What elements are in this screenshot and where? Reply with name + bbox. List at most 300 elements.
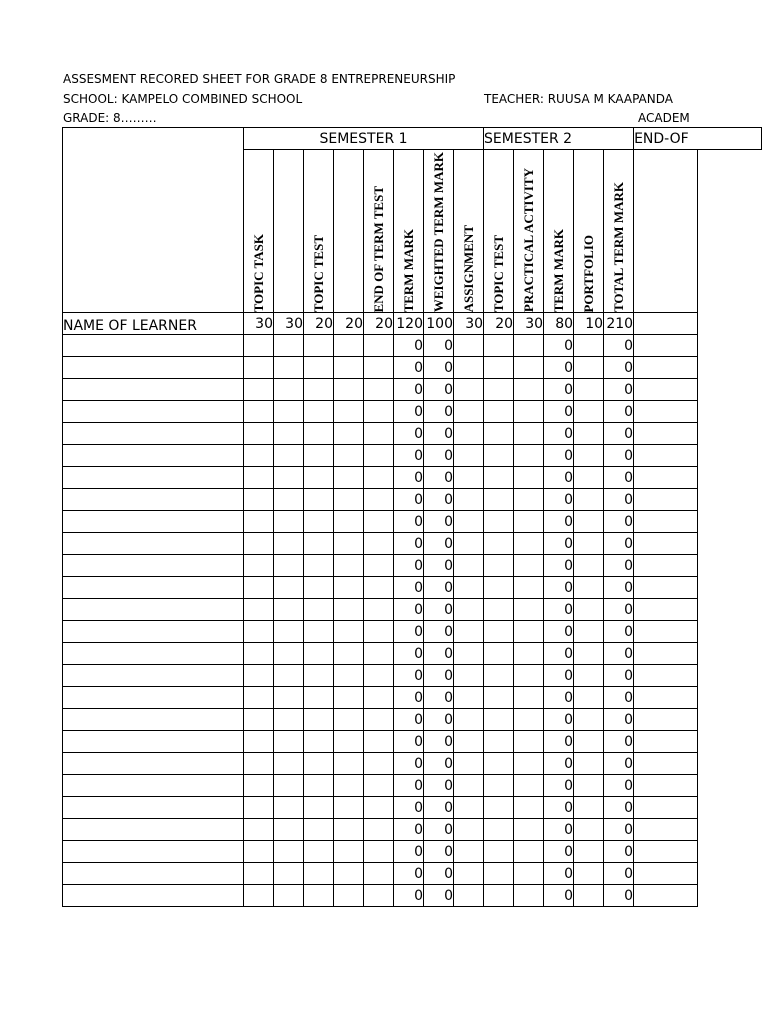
mark-cell[interactable]: 0	[544, 423, 574, 445]
mark-cell[interactable]: 0	[604, 445, 634, 467]
learner-name-cell[interactable]	[63, 819, 244, 841]
mark-cell[interactable]	[274, 863, 304, 885]
mark-cell[interactable]: 0	[544, 467, 574, 489]
mark-cell[interactable]	[364, 841, 394, 863]
mark-cell[interactable]: 0	[424, 599, 454, 621]
mark-cell[interactable]	[334, 841, 364, 863]
mark-cell[interactable]	[334, 401, 364, 423]
mark-cell[interactable]	[244, 665, 274, 687]
mark-cell[interactable]: 0	[604, 621, 634, 643]
mark-cell[interactable]	[364, 599, 394, 621]
mark-cell[interactable]	[364, 863, 394, 885]
mark-cell[interactable]	[334, 511, 364, 533]
mark-cell[interactable]: 0	[394, 841, 424, 863]
learner-name-cell[interactable]	[63, 621, 244, 643]
mark-cell[interactable]	[484, 511, 514, 533]
mark-cell[interactable]: 0	[394, 489, 424, 511]
mark-cell[interactable]	[454, 775, 484, 797]
mark-cell[interactable]	[454, 467, 484, 489]
mark-cell[interactable]: 0	[394, 511, 424, 533]
mark-cell[interactable]	[244, 687, 274, 709]
learner-name-cell[interactable]	[63, 841, 244, 863]
mark-cell[interactable]	[484, 335, 514, 357]
mark-cell[interactable]: 0	[394, 665, 424, 687]
mark-cell[interactable]	[484, 401, 514, 423]
mark-cell[interactable]	[634, 665, 698, 687]
mark-cell[interactable]	[574, 665, 604, 687]
mark-cell[interactable]: 0	[424, 863, 454, 885]
mark-cell[interactable]	[514, 379, 544, 401]
mark-cell[interactable]: 0	[424, 555, 454, 577]
mark-cell[interactable]	[484, 467, 514, 489]
mark-cell[interactable]	[634, 577, 698, 599]
mark-cell[interactable]: 0	[394, 423, 424, 445]
mark-cell[interactable]	[484, 423, 514, 445]
mark-cell[interactable]	[334, 599, 364, 621]
mark-cell[interactable]	[244, 775, 274, 797]
mark-cell[interactable]	[334, 489, 364, 511]
mark-cell[interactable]	[304, 445, 334, 467]
mark-cell[interactable]	[274, 445, 304, 467]
mark-cell[interactable]	[244, 379, 274, 401]
mark-cell[interactable]	[304, 467, 334, 489]
learner-name-cell[interactable]	[63, 489, 244, 511]
mark-cell[interactable]	[574, 357, 604, 379]
mark-cell[interactable]	[484, 445, 514, 467]
mark-cell[interactable]	[514, 863, 544, 885]
mark-cell[interactable]	[364, 577, 394, 599]
mark-cell[interactable]: 0	[544, 665, 574, 687]
mark-cell[interactable]: 0	[394, 467, 424, 489]
mark-cell[interactable]	[304, 335, 334, 357]
mark-cell[interactable]	[574, 401, 604, 423]
mark-cell[interactable]	[514, 423, 544, 445]
mark-cell[interactable]	[484, 863, 514, 885]
learner-name-cell[interactable]	[63, 797, 244, 819]
mark-cell[interactable]: 0	[424, 687, 454, 709]
mark-cell[interactable]	[454, 731, 484, 753]
mark-cell[interactable]	[244, 555, 274, 577]
mark-cell[interactable]: 0	[604, 731, 634, 753]
mark-cell[interactable]	[364, 401, 394, 423]
mark-cell[interactable]	[574, 577, 604, 599]
mark-cell[interactable]: 0	[604, 885, 634, 907]
mark-cell[interactable]	[244, 445, 274, 467]
mark-cell[interactable]: 0	[604, 797, 634, 819]
mark-cell[interactable]	[514, 511, 544, 533]
mark-cell[interactable]	[454, 709, 484, 731]
mark-cell[interactable]	[334, 731, 364, 753]
mark-cell[interactable]: 0	[544, 731, 574, 753]
mark-cell[interactable]	[454, 445, 484, 467]
mark-cell[interactable]	[364, 753, 394, 775]
mark-cell[interactable]	[334, 577, 364, 599]
mark-cell[interactable]	[274, 665, 304, 687]
mark-cell[interactable]	[244, 423, 274, 445]
learner-name-cell[interactable]	[63, 379, 244, 401]
learner-name-cell[interactable]	[63, 335, 244, 357]
mark-cell[interactable]	[364, 467, 394, 489]
mark-cell[interactable]	[304, 489, 334, 511]
mark-cell[interactable]	[454, 379, 484, 401]
mark-cell[interactable]	[304, 665, 334, 687]
mark-cell[interactable]	[484, 797, 514, 819]
mark-cell[interactable]	[514, 445, 544, 467]
mark-cell[interactable]: 0	[544, 797, 574, 819]
mark-cell[interactable]	[574, 731, 604, 753]
mark-cell[interactable]	[634, 489, 698, 511]
mark-cell[interactable]	[334, 709, 364, 731]
mark-cell[interactable]	[304, 401, 334, 423]
mark-cell[interactable]	[574, 841, 604, 863]
mark-cell[interactable]	[484, 687, 514, 709]
mark-cell[interactable]	[364, 687, 394, 709]
mark-cell[interactable]	[334, 753, 364, 775]
mark-cell[interactable]	[454, 863, 484, 885]
mark-cell[interactable]: 0	[544, 643, 574, 665]
mark-cell[interactable]	[364, 775, 394, 797]
mark-cell[interactable]	[304, 753, 334, 775]
mark-cell[interactable]	[454, 819, 484, 841]
mark-cell[interactable]: 0	[424, 577, 454, 599]
mark-cell[interactable]: 0	[424, 335, 454, 357]
mark-cell[interactable]	[274, 621, 304, 643]
mark-cell[interactable]	[334, 423, 364, 445]
mark-cell[interactable]: 0	[394, 379, 424, 401]
mark-cell[interactable]	[364, 423, 394, 445]
mark-cell[interactable]: 0	[604, 533, 634, 555]
mark-cell[interactable]	[304, 885, 334, 907]
mark-cell[interactable]	[304, 357, 334, 379]
learner-name-cell[interactable]	[63, 467, 244, 489]
mark-cell[interactable]	[514, 357, 544, 379]
mark-cell[interactable]	[334, 555, 364, 577]
mark-cell[interactable]: 0	[604, 819, 634, 841]
mark-cell[interactable]: 0	[604, 665, 634, 687]
mark-cell[interactable]: 0	[394, 753, 424, 775]
mark-cell[interactable]	[244, 511, 274, 533]
mark-cell[interactable]: 0	[604, 753, 634, 775]
mark-cell[interactable]	[304, 533, 334, 555]
mark-cell[interactable]	[484, 379, 514, 401]
mark-cell[interactable]: 0	[424, 797, 454, 819]
mark-cell[interactable]	[514, 753, 544, 775]
mark-cell[interactable]	[454, 643, 484, 665]
mark-cell[interactable]: 0	[424, 489, 454, 511]
mark-cell[interactable]: 0	[394, 797, 424, 819]
mark-cell[interactable]	[364, 797, 394, 819]
mark-cell[interactable]	[454, 511, 484, 533]
mark-cell[interactable]: 0	[604, 489, 634, 511]
mark-cell[interactable]	[484, 819, 514, 841]
mark-cell[interactable]	[274, 489, 304, 511]
mark-cell[interactable]	[454, 753, 484, 775]
mark-cell[interactable]: 0	[604, 775, 634, 797]
mark-cell[interactable]: 0	[424, 643, 454, 665]
mark-cell[interactable]	[484, 577, 514, 599]
mark-cell[interactable]: 0	[544, 753, 574, 775]
mark-cell[interactable]: 0	[544, 511, 574, 533]
learner-name-cell[interactable]	[63, 731, 244, 753]
mark-cell[interactable]	[634, 401, 698, 423]
mark-cell[interactable]	[634, 841, 698, 863]
learner-name-cell[interactable]	[63, 533, 244, 555]
mark-cell[interactable]	[364, 731, 394, 753]
mark-cell[interactable]	[634, 731, 698, 753]
mark-cell[interactable]	[304, 379, 334, 401]
mark-cell[interactable]	[574, 335, 604, 357]
mark-cell[interactable]	[634, 819, 698, 841]
mark-cell[interactable]	[244, 357, 274, 379]
mark-cell[interactable]	[244, 797, 274, 819]
mark-cell[interactable]	[304, 511, 334, 533]
mark-cell[interactable]	[274, 753, 304, 775]
mark-cell[interactable]	[334, 819, 364, 841]
mark-cell[interactable]	[274, 797, 304, 819]
mark-cell[interactable]	[574, 687, 604, 709]
mark-cell[interactable]: 0	[424, 709, 454, 731]
mark-cell[interactable]	[364, 357, 394, 379]
mark-cell[interactable]	[274, 775, 304, 797]
mark-cell[interactable]	[244, 401, 274, 423]
mark-cell[interactable]	[274, 555, 304, 577]
mark-cell[interactable]: 0	[604, 555, 634, 577]
mark-cell[interactable]	[634, 863, 698, 885]
mark-cell[interactable]: 0	[424, 357, 454, 379]
mark-cell[interactable]	[634, 775, 698, 797]
mark-cell[interactable]: 0	[544, 577, 574, 599]
mark-cell[interactable]	[574, 797, 604, 819]
mark-cell[interactable]	[244, 643, 274, 665]
mark-cell[interactable]	[514, 819, 544, 841]
mark-cell[interactable]	[364, 379, 394, 401]
learner-name-cell[interactable]	[63, 665, 244, 687]
mark-cell[interactable]	[484, 599, 514, 621]
learner-name-cell[interactable]	[63, 687, 244, 709]
mark-cell[interactable]	[514, 401, 544, 423]
mark-cell[interactable]: 0	[544, 379, 574, 401]
learner-name-cell[interactable]	[63, 599, 244, 621]
mark-cell[interactable]: 0	[394, 401, 424, 423]
mark-cell[interactable]	[334, 775, 364, 797]
mark-cell[interactable]	[574, 599, 604, 621]
mark-cell[interactable]: 0	[394, 357, 424, 379]
mark-cell[interactable]: 0	[424, 731, 454, 753]
mark-cell[interactable]	[274, 357, 304, 379]
mark-cell[interactable]	[244, 731, 274, 753]
mark-cell[interactable]	[574, 555, 604, 577]
mark-cell[interactable]: 0	[604, 335, 634, 357]
mark-cell[interactable]	[364, 643, 394, 665]
mark-cell[interactable]	[274, 841, 304, 863]
learner-name-cell[interactable]	[63, 357, 244, 379]
mark-cell[interactable]	[274, 335, 304, 357]
mark-cell[interactable]: 0	[394, 533, 424, 555]
mark-cell[interactable]	[334, 445, 364, 467]
mark-cell[interactable]	[484, 621, 514, 643]
mark-cell[interactable]: 0	[604, 401, 634, 423]
mark-cell[interactable]	[574, 467, 604, 489]
mark-cell[interactable]	[454, 599, 484, 621]
mark-cell[interactable]	[304, 555, 334, 577]
mark-cell[interactable]	[304, 709, 334, 731]
mark-cell[interactable]	[484, 885, 514, 907]
mark-cell[interactable]: 0	[424, 885, 454, 907]
mark-cell[interactable]	[574, 753, 604, 775]
mark-cell[interactable]	[514, 643, 544, 665]
mark-cell[interactable]	[514, 885, 544, 907]
mark-cell[interactable]	[634, 885, 698, 907]
mark-cell[interactable]: 0	[604, 511, 634, 533]
mark-cell[interactable]	[634, 687, 698, 709]
mark-cell[interactable]	[334, 621, 364, 643]
mark-cell[interactable]	[514, 599, 544, 621]
mark-cell[interactable]: 0	[394, 621, 424, 643]
mark-cell[interactable]	[274, 731, 304, 753]
mark-cell[interactable]	[574, 775, 604, 797]
mark-cell[interactable]: 0	[424, 819, 454, 841]
mark-cell[interactable]: 0	[544, 775, 574, 797]
mark-cell[interactable]	[484, 357, 514, 379]
mark-cell[interactable]: 0	[394, 643, 424, 665]
mark-cell[interactable]: 0	[544, 335, 574, 357]
mark-cell[interactable]	[304, 775, 334, 797]
mark-cell[interactable]: 0	[424, 401, 454, 423]
mark-cell[interactable]	[484, 709, 514, 731]
mark-cell[interactable]	[274, 423, 304, 445]
mark-cell[interactable]: 0	[544, 445, 574, 467]
mark-cell[interactable]: 0	[424, 379, 454, 401]
mark-cell[interactable]	[244, 533, 274, 555]
mark-cell[interactable]	[574, 423, 604, 445]
mark-cell[interactable]	[454, 665, 484, 687]
mark-cell[interactable]	[484, 555, 514, 577]
mark-cell[interactable]	[514, 709, 544, 731]
mark-cell[interactable]	[334, 379, 364, 401]
learner-name-cell[interactable]	[63, 753, 244, 775]
mark-cell[interactable]	[274, 577, 304, 599]
mark-cell[interactable]	[514, 335, 544, 357]
mark-cell[interactable]	[514, 467, 544, 489]
mark-cell[interactable]	[244, 819, 274, 841]
mark-cell[interactable]	[274, 467, 304, 489]
mark-cell[interactable]	[304, 643, 334, 665]
mark-cell[interactable]	[574, 709, 604, 731]
mark-cell[interactable]: 0	[394, 819, 424, 841]
mark-cell[interactable]	[274, 885, 304, 907]
mark-cell[interactable]	[244, 599, 274, 621]
mark-cell[interactable]	[454, 797, 484, 819]
mark-cell[interactable]	[484, 731, 514, 753]
mark-cell[interactable]	[364, 533, 394, 555]
mark-cell[interactable]	[244, 621, 274, 643]
mark-cell[interactable]	[484, 643, 514, 665]
mark-cell[interactable]: 0	[604, 379, 634, 401]
mark-cell[interactable]	[304, 863, 334, 885]
mark-cell[interactable]	[454, 841, 484, 863]
mark-cell[interactable]	[244, 863, 274, 885]
mark-cell[interactable]	[634, 423, 698, 445]
mark-cell[interactable]	[514, 533, 544, 555]
learner-name-cell[interactable]	[63, 511, 244, 533]
mark-cell[interactable]	[334, 687, 364, 709]
mark-cell[interactable]	[514, 687, 544, 709]
mark-cell[interactable]	[574, 445, 604, 467]
learner-name-cell[interactable]	[63, 401, 244, 423]
mark-cell[interactable]: 0	[424, 445, 454, 467]
mark-cell[interactable]	[334, 885, 364, 907]
mark-cell[interactable]	[244, 841, 274, 863]
mark-cell[interactable]: 0	[544, 885, 574, 907]
mark-cell[interactable]	[634, 797, 698, 819]
mark-cell[interactable]	[634, 533, 698, 555]
mark-cell[interactable]: 0	[604, 467, 634, 489]
mark-cell[interactable]	[514, 555, 544, 577]
mark-cell[interactable]	[364, 819, 394, 841]
mark-cell[interactable]	[244, 885, 274, 907]
mark-cell[interactable]	[364, 885, 394, 907]
learner-name-cell[interactable]	[63, 775, 244, 797]
mark-cell[interactable]	[574, 511, 604, 533]
mark-cell[interactable]: 0	[544, 709, 574, 731]
mark-cell[interactable]	[274, 599, 304, 621]
mark-cell[interactable]: 0	[424, 665, 454, 687]
mark-cell[interactable]	[574, 819, 604, 841]
mark-cell[interactable]	[364, 511, 394, 533]
mark-cell[interactable]: 0	[544, 687, 574, 709]
mark-cell[interactable]	[304, 841, 334, 863]
mark-cell[interactable]	[634, 511, 698, 533]
mark-cell[interactable]: 0	[604, 709, 634, 731]
mark-cell[interactable]: 0	[424, 775, 454, 797]
mark-cell[interactable]	[484, 775, 514, 797]
mark-cell[interactable]	[454, 687, 484, 709]
mark-cell[interactable]: 0	[604, 643, 634, 665]
mark-cell[interactable]	[634, 445, 698, 467]
mark-cell[interactable]	[454, 401, 484, 423]
mark-cell[interactable]	[274, 819, 304, 841]
learner-name-cell[interactable]	[63, 863, 244, 885]
mark-cell[interactable]	[334, 643, 364, 665]
mark-cell[interactable]: 0	[394, 687, 424, 709]
mark-cell[interactable]	[364, 709, 394, 731]
mark-cell[interactable]: 0	[394, 599, 424, 621]
mark-cell[interactable]	[274, 687, 304, 709]
mark-cell[interactable]: 0	[544, 819, 574, 841]
mark-cell[interactable]: 0	[544, 599, 574, 621]
mark-cell[interactable]	[454, 555, 484, 577]
mark-cell[interactable]	[634, 467, 698, 489]
learner-name-cell[interactable]	[63, 577, 244, 599]
mark-cell[interactable]	[244, 709, 274, 731]
mark-cell[interactable]	[484, 533, 514, 555]
mark-cell[interactable]	[304, 819, 334, 841]
mark-cell[interactable]: 0	[394, 335, 424, 357]
mark-cell[interactable]: 0	[424, 621, 454, 643]
mark-cell[interactable]	[454, 489, 484, 511]
mark-cell[interactable]	[574, 489, 604, 511]
mark-cell[interactable]	[334, 467, 364, 489]
mark-cell[interactable]: 0	[604, 577, 634, 599]
mark-cell[interactable]: 0	[394, 775, 424, 797]
mark-cell[interactable]	[484, 841, 514, 863]
mark-cell[interactable]	[274, 379, 304, 401]
mark-cell[interactable]	[634, 335, 698, 357]
mark-cell[interactable]: 0	[544, 357, 574, 379]
mark-cell[interactable]	[304, 599, 334, 621]
mark-cell[interactable]	[484, 665, 514, 687]
mark-cell[interactable]	[334, 357, 364, 379]
